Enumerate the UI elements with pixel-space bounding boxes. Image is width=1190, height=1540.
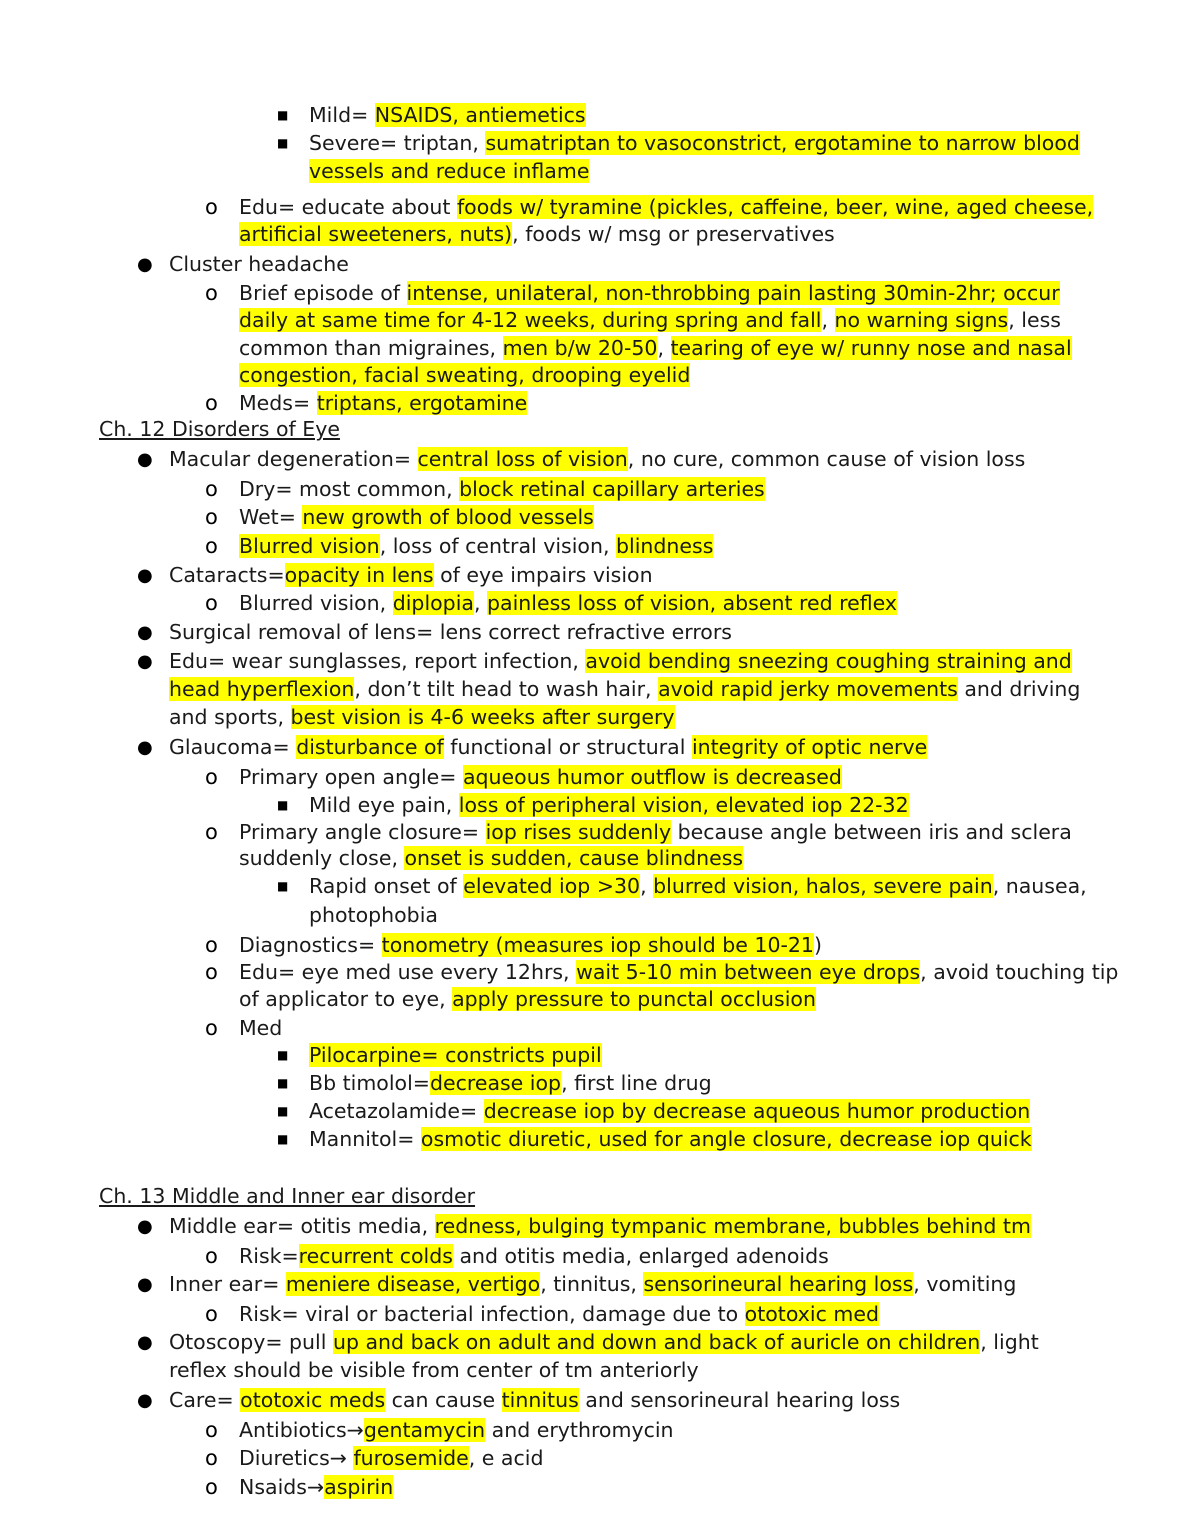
bullet-square-icon: ■: [277, 798, 289, 812]
list-line: [239, 1015, 282, 1042]
bullet-dot-icon: ●: [137, 565, 153, 586]
list-line: [169, 619, 732, 646]
bullet-circle-icon: o: [205, 1302, 218, 1326]
list-line: [309, 902, 438, 929]
highlighted-text: ototoxic med: [744, 1302, 879, 1326]
bullet-circle-icon: o: [205, 1475, 218, 1499]
text-segment: Cluster headache: [169, 252, 349, 276]
highlighted-text: painless loss of vision, absent red reflex: [487, 591, 898, 615]
text-segment: Rapid onset of: [309, 874, 464, 898]
text-segment: , vomiting: [913, 1272, 1017, 1296]
bullet-circle-icon: o: [205, 1016, 218, 1040]
text-segment: , foods w/ msg or preservatives: [512, 222, 835, 246]
list-line: [309, 158, 589, 185]
highlighted-text: furosemide: [353, 1446, 469, 1470]
list-line: [169, 1271, 1016, 1298]
list-line: [309, 102, 586, 129]
list-line: [239, 504, 594, 531]
text-segment: Med: [239, 1016, 283, 1040]
list-line: [239, 764, 842, 791]
list-line: [309, 792, 909, 819]
bullet-circle-icon: o: [205, 1446, 218, 1470]
text-segment: , avoid touching tip: [920, 960, 1119, 984]
highlighted-text: redness, bulging tympanic membrane, bubbles behind tm: [434, 1214, 1031, 1238]
highlighted-text: NSAIDS, antiemetics: [374, 103, 586, 127]
text-segment: , nausea,: [992, 874, 1087, 898]
highlighted-text: central loss of vision: [417, 447, 628, 471]
bullet-dot-icon: ●: [137, 1332, 153, 1353]
text-segment: suddenly close,: [239, 846, 405, 870]
highlighted-text: meniere disease, vertigo: [285, 1272, 541, 1296]
bullet-dot-icon: ●: [137, 1216, 153, 1237]
text-segment: Glaucoma=: [169, 735, 297, 759]
highlighted-text: onset is sudden, cause blindness: [404, 846, 744, 870]
list-line: [239, 1417, 674, 1444]
bullet-circle-icon: o: [205, 1418, 218, 1442]
bullet-square-icon: ■: [277, 136, 289, 150]
bullet-circle-icon: o: [205, 477, 218, 501]
list-line: [239, 533, 713, 560]
list-line: [169, 734, 927, 761]
text-segment: , don’t tilt head to wash hair,: [354, 677, 659, 701]
highlighted-text: aqueous humor outflow is decreased: [462, 765, 842, 789]
bullet-dot-icon: ●: [137, 449, 153, 470]
list-line: [239, 932, 822, 959]
bullet-dot-icon: ●: [137, 1390, 153, 1411]
text-segment: ,: [473, 591, 487, 615]
highlighted-text: blurred vision, halos, severe pain: [653, 874, 993, 898]
bullet-dot-icon: ●: [137, 737, 153, 758]
highlighted-text: foods w/ tyramine (pickles, caffeine, beer, wine, aged cheese,: [456, 195, 1094, 219]
list-line: [239, 959, 1118, 986]
highlighted-text: blindness: [616, 534, 714, 558]
text-segment: ,: [657, 336, 671, 360]
text-segment: , light: [980, 1330, 1039, 1354]
highlighted-text: ototoxic meds: [240, 1388, 386, 1412]
highlighted-text: diplopia: [392, 591, 474, 615]
highlighted-text: opacity in lens: [284, 563, 434, 587]
text-segment: Middle ear= otitis media,: [169, 1214, 435, 1238]
text-segment: ,: [821, 308, 835, 332]
text-segment: , first line drug: [561, 1071, 712, 1095]
list-line: [169, 1387, 900, 1414]
list-line: [239, 986, 816, 1013]
list-line: [169, 562, 653, 589]
highlighted-text: avoid bending sneezing coughing straining and: [585, 649, 1072, 673]
text-segment: Primary angle closure=: [239, 820, 486, 844]
list-line: [169, 251, 349, 278]
text-segment: and otitis media, enlarged adenoids: [452, 1244, 829, 1268]
highlighted-text: recurrent colds: [298, 1244, 453, 1268]
list-line: [239, 280, 1060, 307]
highlighted-text: no warning signs: [834, 308, 1009, 332]
highlighted-text: sensorineural hearing loss: [643, 1272, 914, 1296]
bullet-circle-icon: o: [205, 820, 218, 844]
bullet-square-icon: ■: [277, 1076, 289, 1090]
highlighted-text: new growth of blood vessels: [302, 505, 594, 529]
highlighted-text: tinnitus: [501, 1388, 579, 1412]
text-segment: Risk= viral or bacterial infection, damage due to: [239, 1302, 745, 1326]
text-segment: and sensorineural hearing loss: [578, 1388, 901, 1412]
list-line: [169, 648, 1072, 675]
bullet-circle-icon: o: [205, 933, 218, 957]
text-segment: Brief episode of: [239, 281, 407, 305]
section-heading: [99, 1183, 475, 1210]
highlighted-text: best vision is 4-6 weeks after surgery: [290, 705, 675, 729]
text-segment: Mild eye pain,: [309, 793, 459, 817]
bullet-circle-icon: o: [205, 591, 218, 615]
highlighted-text: osmotic diuretic, used for angle closure, decrease iop quick: [420, 1127, 1032, 1151]
highlighted-text: loss of peripheral vision, elevated iop 22-32: [458, 793, 909, 817]
text-segment: Wet=: [239, 505, 303, 529]
text-segment: Cataracts=: [169, 563, 285, 587]
text-segment: ,: [640, 874, 654, 898]
text-segment: Antibiotics→: [239, 1418, 364, 1442]
list-line: [309, 1042, 602, 1069]
text-segment: Otoscopy= pull: [169, 1330, 333, 1354]
bullet-square-icon: ■: [277, 879, 289, 893]
list-line: [169, 446, 1025, 473]
bullet-circle-icon: o: [205, 391, 218, 415]
list-line: [239, 1445, 543, 1472]
text-segment: of eye impairs vision: [433, 563, 653, 587]
highlighted-text: intense, unilateral, non-throbbing pain lasting 30min-2hr; occur: [406, 281, 1060, 305]
list-line: [169, 676, 1080, 703]
highlighted-text: congestion, facial sweating, drooping eyelid: [239, 363, 691, 387]
bullet-circle-icon: o: [205, 534, 218, 558]
list-line: [169, 1357, 699, 1384]
list-line: [239, 590, 897, 617]
text-segment: Risk=: [239, 1244, 299, 1268]
highlighted-text: iop rises suddenly: [485, 820, 672, 844]
text-segment: Mannitol=: [309, 1127, 421, 1151]
highlighted-text: decrease iop: [429, 1071, 562, 1095]
highlighted-text: tearing of eye w/ runny nose and nasal: [670, 336, 1072, 360]
bullet-circle-icon: o: [205, 765, 218, 789]
list-line: [239, 390, 527, 417]
text-segment: functional or structural: [443, 735, 692, 759]
list-line: [309, 1126, 1032, 1153]
list-line: [239, 221, 835, 248]
bullet-square-icon: ■: [277, 1104, 289, 1118]
text-segment: Care=: [169, 1388, 241, 1412]
text-segment: Severe= triptan,: [309, 131, 486, 155]
text-segment: Meds=: [239, 391, 317, 415]
bullet-square-icon: ■: [277, 108, 289, 122]
text-segment: , no cure, common cause of vision loss: [627, 447, 1026, 471]
list-line: [239, 1243, 829, 1270]
list-line: [169, 1329, 1039, 1356]
highlighted-text: up and back on adult and down and back of auricle on children: [332, 1330, 981, 1354]
text-segment: , e acid: [468, 1446, 544, 1470]
bullet-dot-icon: ●: [137, 651, 153, 672]
highlighted-text: vessels and reduce inflame: [309, 159, 590, 183]
highlighted-text: Pilocarpine= constricts pupil: [309, 1043, 602, 1067]
highlighted-text: triptans, ergotamine: [316, 391, 528, 415]
bullet-square-icon: ■: [277, 1132, 289, 1146]
text-segment: Nsaids→: [239, 1475, 325, 1499]
text-segment: Diagnostics=: [239, 933, 382, 957]
text-segment: can cause: [385, 1388, 502, 1412]
list-line: [239, 362, 690, 389]
text-segment: and erythromycin: [485, 1418, 674, 1442]
highlighted-text: men b/w 20-50: [502, 336, 658, 360]
list-line: [239, 194, 1093, 221]
text-segment: Primary open angle=: [239, 765, 463, 789]
text-segment: because angle between iris and sclera: [671, 820, 1072, 844]
text-segment: Dry= most common,: [239, 477, 460, 501]
text-segment: Edu= eye med use every 12hrs,: [239, 960, 577, 984]
highlighted-text: daily at same time for 4-12 weeks, during spring and fall: [239, 308, 822, 332]
list-line: [309, 130, 1080, 157]
bullet-circle-icon: o: [205, 195, 218, 219]
text-segment: photophobia: [309, 903, 438, 927]
text-segment: reflex should be visible from center of tm anteriorly: [169, 1358, 699, 1382]
text-segment: Inner ear=: [169, 1272, 286, 1296]
highlighted-text: gentamycin: [363, 1418, 486, 1442]
bullet-circle-icon: o: [205, 281, 218, 305]
text-segment: Diuretics→: [239, 1446, 354, 1470]
text-segment: Ch. 13 Middle and Inner ear disorder: [99, 1184, 476, 1208]
text-segment: , loss of central vision,: [379, 534, 616, 558]
text-segment: Ch. 12 Disorders of Eye: [99, 417, 340, 441]
list-line: [169, 704, 675, 731]
bullet-square-icon: ■: [277, 1048, 289, 1062]
text-segment: of applicator to eye,: [239, 987, 453, 1011]
list-line: [239, 476, 765, 503]
highlighted-text: Blurred vision: [239, 534, 380, 558]
text-segment: Surgical removal of lens= lens correct refractive errors: [169, 620, 732, 644]
highlighted-text: aspirin: [324, 1475, 394, 1499]
highlighted-text: block retinal capillary arteries: [459, 477, 765, 501]
text-segment: Edu= wear sunglasses, report infection,: [169, 649, 586, 673]
highlighted-text: apply pressure to punctal occlusion: [452, 987, 816, 1011]
text-segment: and sports,: [169, 705, 291, 729]
highlighted-text: sumatriptan to vasoconstrict, ergotamine to narrow blood: [485, 131, 1080, 155]
highlighted-text: tonometry (measures iop should be 10-21: [381, 933, 814, 957]
text-segment: Mild=: [309, 103, 375, 127]
highlighted-text: wait 5-10 min between eye drops: [576, 960, 921, 984]
text-segment: , less: [1008, 308, 1061, 332]
highlighted-text: disturbance of: [296, 735, 444, 759]
bullet-circle-icon: o: [205, 1244, 218, 1268]
list-line: [239, 1301, 879, 1328]
text-segment: Blurred vision,: [239, 591, 393, 615]
text-segment: and driving: [957, 677, 1081, 701]
highlighted-text: avoid rapid jerky movements: [658, 677, 958, 701]
highlighted-text: elevated iop >30: [463, 874, 641, 898]
text-segment: common than migraines,: [239, 336, 503, 360]
bullet-circle-icon: o: [205, 960, 218, 984]
list-line: [239, 335, 1072, 362]
list-line: [309, 873, 1087, 900]
list-line: [169, 1213, 1031, 1240]
highlighted-text: decrease iop by decrease aqueous humor production: [483, 1099, 1031, 1123]
list-line: [239, 1474, 393, 1501]
highlighted-text: integrity of optic nerve: [691, 735, 928, 759]
highlighted-text: artificial sweeteners, nuts): [239, 222, 513, 246]
list-line: [239, 845, 743, 872]
text-segment: Edu= educate about: [239, 195, 457, 219]
list-line: [239, 307, 1061, 334]
highlighted-text: head hyperflexion: [169, 677, 355, 701]
list-line: [239, 819, 1072, 846]
bullet-dot-icon: ●: [137, 622, 153, 643]
text-segment: ): [813, 933, 822, 957]
text-segment: , tinnitus,: [540, 1272, 644, 1296]
section-heading: [99, 416, 340, 443]
bullet-dot-icon: ●: [137, 1274, 153, 1295]
text-segment: Macular degeneration=: [169, 447, 418, 471]
bullet-dot-icon: ●: [137, 254, 153, 275]
bullet-circle-icon: o: [205, 505, 218, 529]
text-segment: Acetazolamide=: [309, 1099, 484, 1123]
text-segment: Bb timolol=: [309, 1071, 430, 1095]
list-line: [309, 1098, 1030, 1125]
list-line: [309, 1070, 712, 1097]
